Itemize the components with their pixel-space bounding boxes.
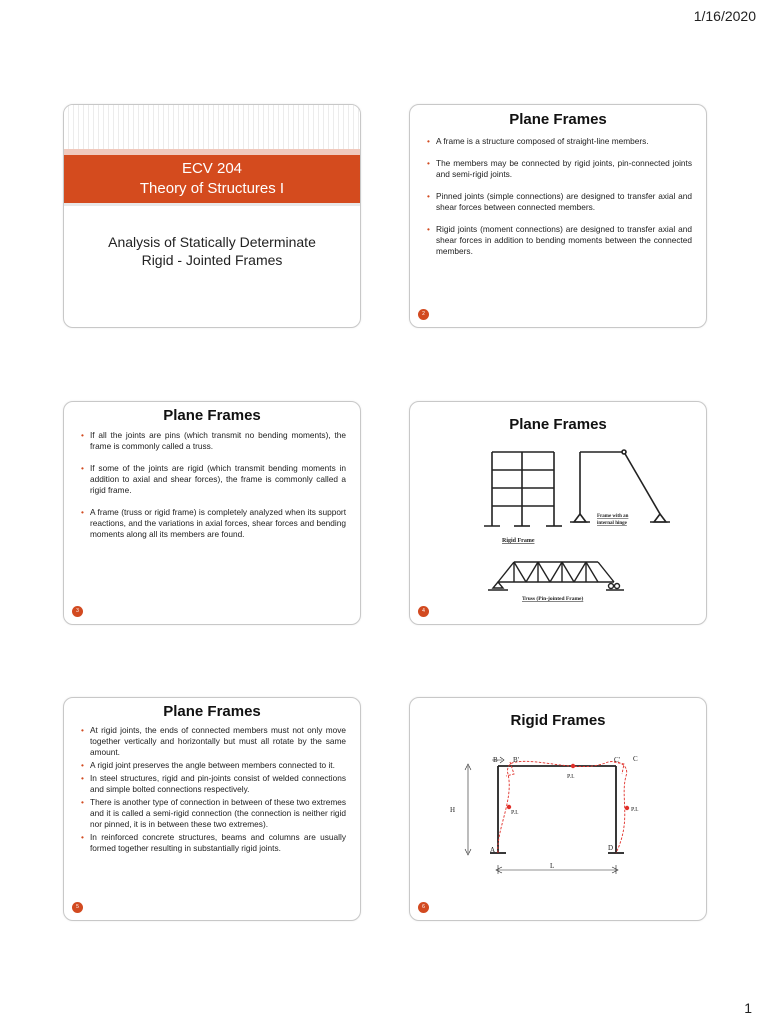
header-date: 1/16/2020	[693, 8, 756, 24]
slide-title: Plane Frames	[509, 111, 607, 128]
slide-number-badge: 3	[72, 606, 83, 617]
slide-title: Rigid Frames	[510, 712, 606, 729]
bullet-item: • A frame (truss or rigid frame) is completely analyzed when its support reactions, and the variations in axial forces, shear forces and bending moments along all its members are found.	[90, 507, 346, 540]
label-truss: Truss (Pin-jointed Frame)	[522, 596, 584, 602]
course-code: ECV 204	[181, 160, 243, 177]
deflected-shape	[498, 761, 627, 853]
slide-title: Plane Frames	[163, 407, 261, 424]
hinged-frame-drawing	[570, 450, 670, 522]
bullet-item: • A rigid joint preserves the angle between members connected to it.	[90, 760, 346, 771]
slide-number-badge: 2	[418, 309, 429, 320]
label-hinge-line-2: internal hinge	[597, 521, 627, 526]
slide-1-stripes	[64, 105, 360, 149]
slide-2	[409, 104, 707, 328]
course-title: Theory of Structures I	[139, 180, 285, 197]
label-B-prime: B'	[513, 756, 519, 764]
subtitle-line-1: Analysis of Statically Determinate	[108, 234, 316, 250]
label-D: D	[608, 844, 614, 852]
label-PI-right: P.I.	[631, 807, 639, 813]
bullet-item: • The members may be connected by rigid joints, pin-connected joints and semi-rigid joints.	[436, 158, 692, 180]
bullet-list	[64, 430, 360, 540]
bullet-item: • Rigid joints (moment connections) are designed to transfer axial and shear forces in addition to bending moments between the connected members.	[436, 224, 692, 257]
rigid-frame-deflection-diagram	[410, 740, 706, 920]
bullet-list	[64, 725, 360, 854]
dimension-lines	[465, 757, 618, 874]
label-PI-left: P.I.	[511, 810, 519, 816]
slide-title: Plane Frames	[509, 416, 607, 433]
slide-1-title-bar	[64, 155, 360, 203]
bullet-item: • Pinned joints (simple connections) are designed to transfer axial and shear forces between connected members.	[436, 191, 692, 213]
slide-number-badge: 5	[72, 902, 83, 913]
truss-drawing	[488, 562, 624, 590]
slide-number-badge: 4	[418, 606, 429, 617]
bullet-item: • If all the joints are pins (which transmit no bending moments), the frame is commonly called a truss.	[90, 430, 346, 452]
label-A: A	[490, 846, 496, 854]
subtitle-line-2: Rigid - Jointed Frames	[141, 252, 283, 268]
inflection-points	[507, 764, 629, 810]
slide-5	[63, 697, 361, 921]
slide-1-bar-bottom	[64, 203, 360, 206]
rigid-frame-drawing	[484, 452, 562, 526]
label-hinge-line-1: Frame with an	[597, 514, 629, 519]
bullet-item: • At rigid joints, the ends of connected members must not only move together vertically and horizontally but must all rotate by the same amount.	[90, 725, 346, 758]
label-rigid-frame: Rigid Frame	[502, 538, 535, 544]
label-PI-beam: P.I.	[567, 774, 575, 780]
slide-6	[409, 697, 707, 921]
frames-diagram	[410, 434, 706, 624]
bullet-list	[410, 136, 706, 257]
label-H: H	[450, 806, 456, 814]
label-C-prime: C'	[614, 756, 620, 764]
bullet-item: • If some of the joints are rigid (which transmit bending moments in addition to axial and shear forces), the frame is commonly called a rigid frame.	[90, 463, 346, 496]
label-B: B	[493, 756, 498, 764]
bullet-item: • In reinforced concrete structures, beams and columns are usually formed together resulting in substantially rigid joints.	[90, 832, 346, 854]
bullet-item: • A frame is a structure composed of straight-line members.	[436, 136, 692, 147]
slide-1-title	[63, 104, 361, 328]
label-C: C	[633, 755, 638, 763]
bullet-item: • There is another type of connection in between of these two extremes and it is called a semi-rigid connection (the connection is neither rigid nor pinned, it is in between these two extremes).	[90, 797, 346, 830]
slide-title: Plane Frames	[163, 703, 261, 720]
slide-1-subtitle	[64, 233, 360, 269]
slide-3	[63, 401, 361, 625]
label-L: L	[550, 862, 555, 870]
slide-4	[409, 401, 707, 625]
bullet-item: • In steel structures, rigid and pin-joints consist of welded connections and simple bolted connections respectively.	[90, 773, 346, 795]
slide-number-badge: 6	[418, 902, 429, 913]
page-number: 1	[744, 1000, 752, 1016]
